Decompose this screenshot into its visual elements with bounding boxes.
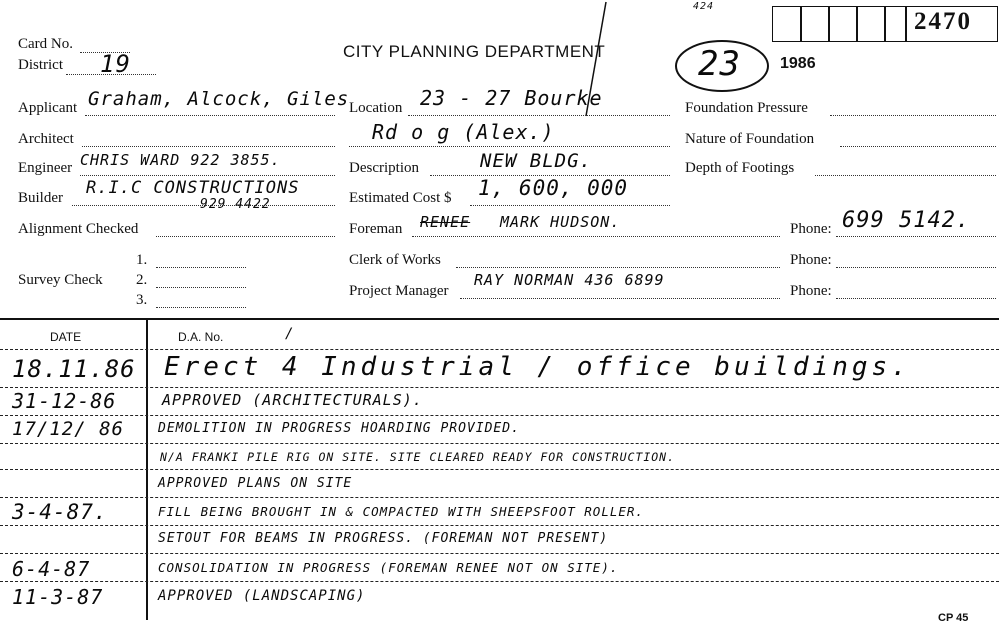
log-date-8: 6-4-87 [12, 557, 91, 581]
row-divider [0, 469, 999, 470]
table-top-border [0, 318, 999, 320]
district-label: District [18, 57, 63, 73]
da-no-value: / [285, 326, 295, 342]
location-label: Location [349, 100, 403, 116]
engineer-line [80, 175, 335, 176]
row-divider [0, 387, 999, 388]
row-divider [0, 443, 999, 444]
foreman-line [412, 236, 780, 237]
cost-line [470, 205, 670, 206]
builder-label: Builder [18, 190, 63, 206]
row-divider [0, 497, 999, 498]
survey-item-2: 2. [136, 272, 148, 288]
survey-item-3: 3. [136, 292, 148, 308]
survey-label: Survey Check [18, 272, 103, 288]
phone-line-3 [836, 298, 996, 299]
location-line [408, 115, 670, 116]
box-divider [800, 6, 802, 42]
small-top-number: 424 [693, 1, 715, 12]
box-divider [905, 6, 907, 42]
architect-line [82, 146, 335, 147]
builder-value: R.I.C CONSTRUCTIONS [86, 178, 300, 198]
year: 1986 [780, 55, 816, 72]
cost-value: 1, 600, 000 [478, 176, 629, 200]
log-entry-4: N/A FRANKI PILE RIG ON SITE. SITE CLEARED READY FOR CONSTRUCTION. [160, 450, 676, 464]
alignment-label: Alignment Checked [18, 221, 139, 237]
log-entry-9: APPROVED (LANDSCAPING) [158, 588, 366, 604]
log-entry-3: DEMOLITION IN PROGRESS HOARDING PROVIDED. [158, 421, 520, 436]
applicant-value: Graham, Alcock, Giles [88, 88, 350, 110]
phone-label-1: Phone: [790, 221, 832, 237]
phone-line-2 [836, 267, 996, 268]
log-entry-2: APPROVED (ARCHITECTURALS). [162, 391, 423, 409]
log-entry-6: FILL BEING BROUGHT IN & COMPACTED WITH SHEEPSFOOT ROLLER. [158, 504, 644, 519]
location-value: 23 - 27 Bourke [420, 86, 603, 110]
card-no-label: Card No. [18, 36, 73, 52]
log-entry-5: APPROVED PLANS ON SITE [158, 476, 353, 491]
alignment-line [156, 236, 335, 237]
survey-line-3 [156, 307, 246, 308]
architect-label: Architect [18, 131, 74, 147]
da-no-header: D.A. No. [178, 330, 224, 344]
cost-label: Estimated Cost $ [349, 190, 452, 206]
engineer-value: CHRIS WARD 922 3855. [80, 151, 281, 169]
nature-of-foundation-label: Nature of Foundation [685, 131, 815, 147]
date-header: DATE [50, 330, 82, 344]
foundation-pressure-line [830, 115, 996, 116]
log-entry-7: SETOUT FOR BEAMS IN PROGRESS. (FOREMAN NOT PRESENT) [158, 531, 609, 546]
description-value: NEW BLDG. [480, 150, 592, 172]
row-divider [0, 525, 999, 526]
log-date-2: 31-12-86 [12, 389, 117, 413]
location-value-2: Rd o g (Alex.) [372, 120, 555, 144]
nature-of-foundation-line [840, 146, 996, 147]
box-divider [884, 6, 886, 42]
clerk-line [456, 267, 780, 268]
row-divider [0, 581, 999, 582]
location-line-2 [349, 146, 670, 147]
applicant-label: Applicant [18, 100, 78, 116]
depth-of-footings-line [815, 175, 996, 176]
engineer-label: Engineer [18, 160, 73, 176]
log-date-3: 17/12/ 86 [12, 418, 124, 440]
project-manager-value: RAY NORMAN 436 6899 [474, 271, 665, 289]
date-column-divider [146, 320, 148, 620]
applicant-line [85, 115, 335, 116]
foreman-phone: 699 5142. [842, 208, 971, 233]
row-divider [0, 415, 999, 416]
form-code: CP 45 [938, 612, 969, 624]
phone-line-1 [836, 236, 996, 237]
survey-line-2 [156, 287, 246, 288]
builder-phone: 929 4422 [200, 197, 271, 212]
log-date-9: 11-3-87 [12, 585, 104, 609]
card-number: 2470 [914, 8, 972, 35]
box-divider [856, 6, 858, 42]
log-date-6: 3-4-87. [12, 500, 108, 524]
foreman-label: Foreman [349, 221, 403, 237]
phone-label-2: Phone: [790, 252, 832, 268]
log-date-1: 18.11.86 [12, 355, 136, 383]
department-title: CITY PLANNING DEPARTMENT [343, 42, 606, 61]
box-divider [828, 6, 830, 42]
clerk-label: Clerk of Works [349, 252, 441, 268]
survey-item-1: 1. [136, 252, 148, 268]
foundation-pressure-label: Foundation Pressure [685, 100, 808, 116]
description-label: Description [349, 160, 419, 176]
project-manager-line [460, 298, 780, 299]
header-row-divider [0, 349, 999, 350]
district-value: 19 [100, 50, 131, 78]
log-entry-1: Erect 4 Industrial / office buildings. [164, 352, 911, 382]
phone-label-3: Phone: [790, 283, 832, 299]
row-divider [0, 553, 999, 554]
foreman-struck-name: RENEE [420, 213, 471, 231]
log-entry-8: CONSOLIDATION IN PROGRESS (FOREMAN RENEE NOT ON SITE). [158, 560, 619, 575]
foreman-value: MARK HUDSON. [500, 213, 621, 231]
depth-of-footings-label: Depth of Footings [685, 160, 795, 176]
project-manager-label: Project Manager [349, 283, 449, 299]
circled-number: 23 [698, 44, 741, 84]
survey-line-1 [156, 267, 246, 268]
